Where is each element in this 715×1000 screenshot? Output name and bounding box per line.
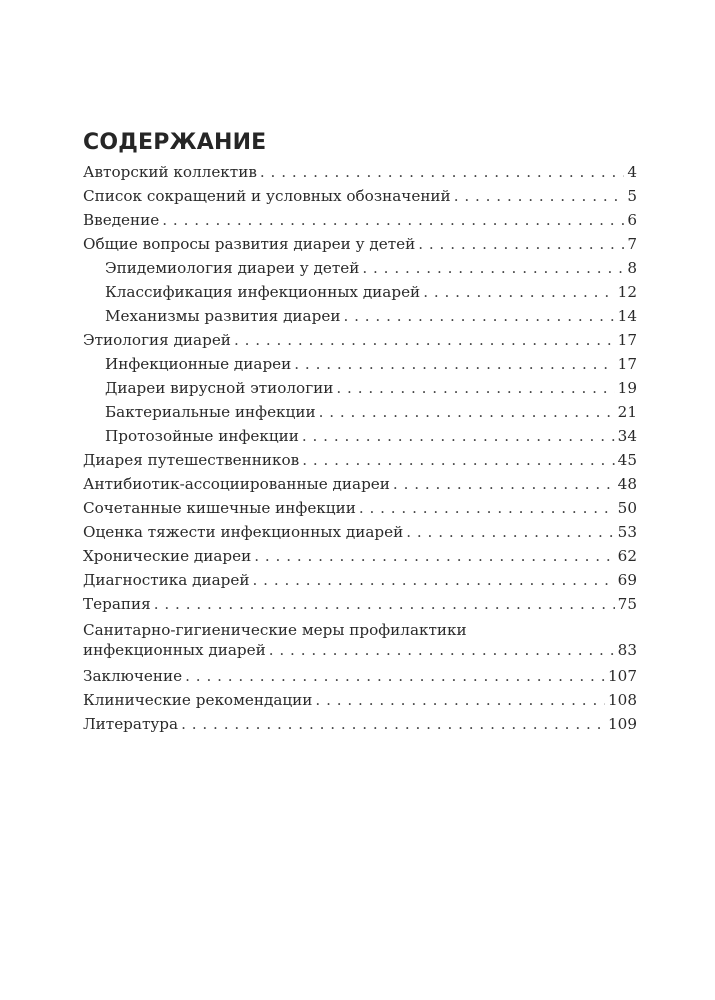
dot-leader [302,424,615,448]
toc-entry-page: 6 [627,211,637,229]
toc-entry-page: 45 [617,451,637,469]
toc-entry-label: Санитарно-гигиенические меры профилактики [83,621,467,639]
dot-leader [343,304,614,328]
toc-entry[interactable] [83,328,637,352]
table-of-contents [83,160,637,736]
dot-leader [418,232,624,256]
toc-entry-label: Бактериальные инфекции [105,403,316,421]
toc-entry-label: Классификация инфекционных диарей [105,283,421,301]
dot-leader [362,256,624,280]
toc-entry-page: 107 [608,667,637,685]
toc-entry-page: 53 [617,523,637,541]
toc-entry[interactable] [83,184,637,208]
page-title: СОДЕРЖАНИЕ [83,130,267,155]
toc-entry-label: Сочетанные кишечные инфекции [83,499,356,517]
toc-entry-page: 19 [617,379,637,397]
toc-entry[interactable] [83,568,637,592]
dot-leader [294,352,614,376]
dot-leader [423,280,614,304]
toc-entry[interactable] [83,496,637,520]
toc-entry-page: 14 [617,307,637,325]
dot-leader [319,400,615,424]
toc-entry-label: инфекционных диарей [83,641,266,659]
toc-entry[interactable] [83,664,637,688]
toc-entry[interactable] [83,592,637,616]
dot-leader [393,472,615,496]
toc-entry-label: Список сокращений и условных обозначений [83,187,451,205]
toc-entry-label: Клинические рекомендации [83,691,313,709]
toc-entry-page: 7 [627,235,637,253]
toc-entry-page: 12 [617,283,637,301]
toc-entry-page: 48 [617,475,637,493]
toc-entry-page: 17 [617,355,637,373]
toc-entry-label: Диарея путешественников [83,451,300,469]
dot-leader [315,688,605,712]
toc-entry-label: Авторский коллектив [83,163,257,181]
toc-entry-page: 69 [617,571,637,589]
toc-entry[interactable] [83,232,637,256]
toc-entry[interactable] [83,712,637,736]
dot-leader [254,544,614,568]
toc-entry-page: 50 [617,499,637,517]
toc-entry-page: 62 [617,547,637,565]
toc-entry-label: Механизмы развития диареи [105,307,341,325]
toc-entry-label: Заключение [83,667,183,685]
toc-entry-first-line[interactable] [83,620,637,640]
toc-subentry[interactable] [83,352,637,376]
toc-entry-page: 75 [617,595,637,613]
toc-entry-label: Антибиотик-ассоциированные диареи [83,475,390,493]
toc-entry-page: 4 [627,163,637,181]
toc-entry[interactable] [83,520,637,544]
dot-leader [162,208,624,232]
toc-entry[interactable] [83,688,637,712]
dot-leader [406,520,614,544]
toc-entry-page: 108 [608,691,637,709]
toc-subentry[interactable] [83,400,637,424]
toc-entry-label: Диагностика диарей [83,571,250,589]
toc-entry-label: Инфекционные диареи [105,355,292,373]
toc-entry-label: Терапия [83,595,151,613]
toc-subentry[interactable] [83,280,637,304]
dot-leader [181,712,605,736]
toc-entry-page: 21 [617,403,637,421]
toc-entry-continuation[interactable] [83,640,637,660]
toc-entry-page: 109 [608,715,637,733]
toc-entry-label: Оценка тяжести инфекционных диарей [83,523,404,541]
toc-entry-label: Общие вопросы развития диареи у детей [83,235,416,253]
dot-leader [454,184,625,208]
toc-entry-page: 5 [627,187,637,205]
toc-entry-label: Введение [83,211,160,229]
toc-entry[interactable] [83,448,637,472]
dot-leader [359,496,615,520]
dot-leader [302,448,614,472]
toc-entry-page: 34 [617,427,637,445]
dot-leader [185,664,605,688]
dot-leader [336,376,614,400]
toc-subentry[interactable] [83,256,637,280]
dot-leader [269,640,615,660]
dot-leader [253,568,615,592]
toc-entry-label: Протозойные инфекции [105,427,299,445]
toc-entry[interactable] [83,544,637,568]
toc-subentry[interactable] [83,304,637,328]
toc-entry-label: Эпидемиология диареи у детей [105,259,360,277]
toc-entry-page: 8 [627,259,637,277]
toc-subentry[interactable] [83,376,637,400]
toc-entry-label: Этиология диарей [83,331,231,349]
toc-entry-label: Литература [83,715,179,733]
toc-entry-label: Хронические диареи [83,547,252,565]
toc-entry[interactable] [83,160,637,184]
dot-leader [260,160,624,184]
toc-entry[interactable] [83,472,637,496]
toc-entry-page: 83 [617,641,637,659]
toc-subentry[interactable] [83,424,637,448]
toc-entry[interactable] [83,208,637,232]
dot-leader [234,328,615,352]
toc-entry-label: Диареи вирусной этиологии [105,379,334,397]
toc-entry-page: 17 [617,331,637,349]
dot-leader [154,592,615,616]
